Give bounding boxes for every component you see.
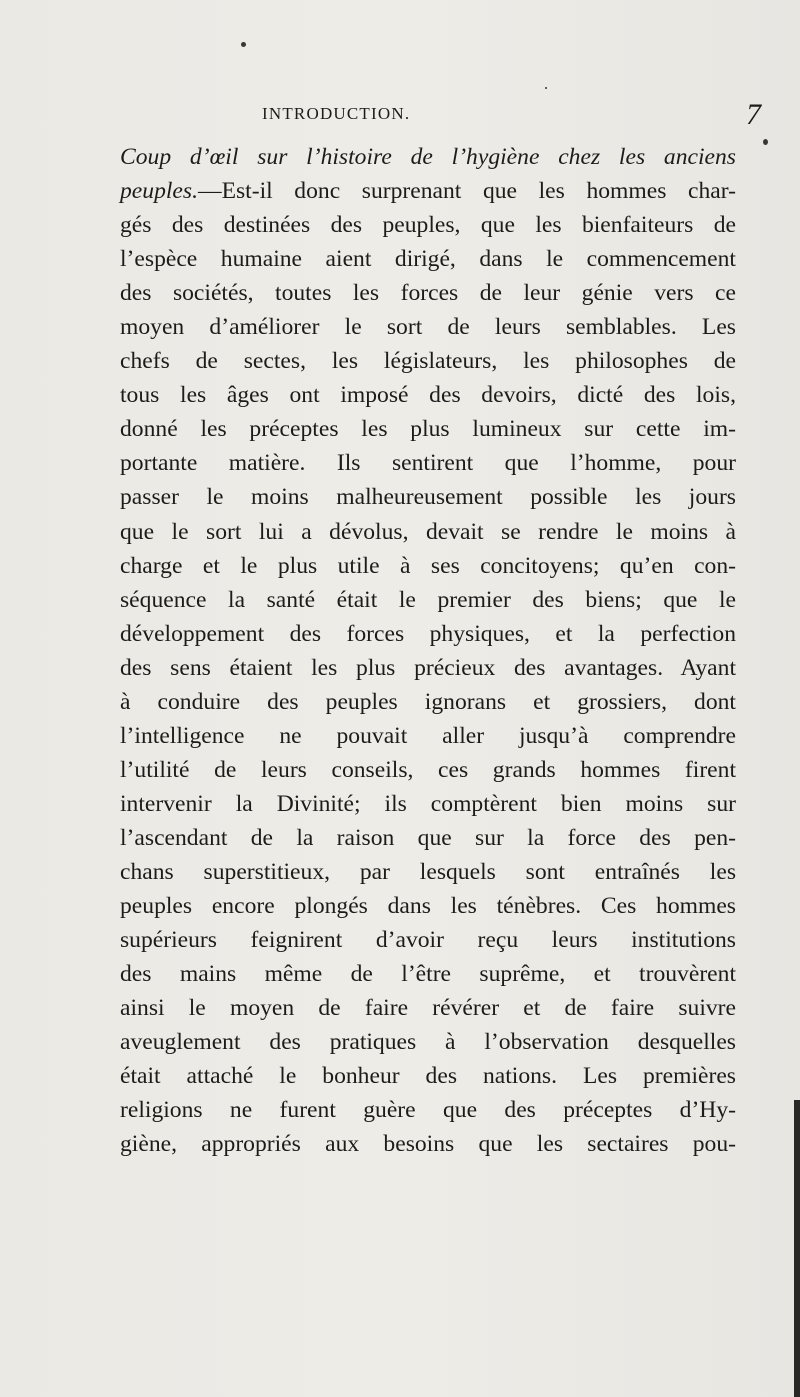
line-text: giène, appropriés aux besoins que les sectaires pou- (120, 1131, 736, 1158)
text-line (120, 310, 736, 344)
line-text: des sociétés, toutes les forces de leur génie vers ce (120, 280, 736, 307)
line-text: intervenir la Divinité; ils comptèrent bien moins sur (120, 790, 736, 817)
text-line (120, 821, 736, 855)
text-line (120, 242, 736, 276)
line-text: charge et le plus utile à ses concitoyens; qu’en con- (120, 552, 736, 579)
text-line (120, 923, 736, 957)
line-text: tous les âges ont imposé des devoirs, dicté des lois, (120, 382, 736, 409)
line-text: des sens étaient les plus précieux des avantages. Ayant (120, 654, 736, 681)
text-line (120, 208, 736, 242)
text-line (120, 719, 736, 753)
text-line (120, 480, 736, 514)
line-text: l’espèce humaine aient dirigé, dans le commencement (120, 246, 736, 273)
line-text: ainsi le moyen de faire révérer et de faire suivre (120, 995, 736, 1022)
text-line (120, 685, 736, 719)
text-line (120, 1093, 736, 1127)
text-line (120, 1025, 736, 1059)
text-line (120, 446, 736, 480)
line-text: aveuglement des pratiques à l’observation desquelles (120, 1029, 736, 1056)
line-text: l’intelligence ne pouvait aller jusqu’à comprendre (120, 722, 736, 749)
text-line (120, 1059, 736, 1093)
section-title: peuples. (120, 178, 198, 205)
ink-speck (241, 42, 246, 47)
section-title: Coup d’œil sur l’histoire de l’hygiène chez les anciens (120, 144, 736, 170)
line-text: chans superstitieux, par lesquels sont entraînés les (120, 858, 736, 885)
line-text: que le sort lui a dévolus, devait se rendre le moins à (120, 518, 736, 545)
text-line (120, 1127, 736, 1161)
line-text: séquence la santé était le premier des biens; que le (120, 586, 736, 613)
line-text: gés des destinées des peuples, que les bienfaiteurs de (120, 212, 736, 239)
text-line (120, 549, 736, 583)
line-text: l’ascendant de la raison que sur la force des pen- (120, 824, 736, 851)
line-text: des mains même de l’être suprême, et trouvèrent (120, 961, 736, 988)
text-line (120, 583, 736, 617)
text-line (120, 617, 736, 651)
text-line (120, 855, 736, 889)
text-line (120, 651, 736, 685)
line-text: était attaché le bonheur des nations. Les premières (120, 1063, 736, 1090)
text-line (120, 753, 736, 787)
line-text: moyen d’améliorer le sort de leurs semblables. Les (120, 314, 736, 341)
text-line (120, 515, 736, 549)
line-text: développement des forces physiques, et la perfection (120, 620, 736, 647)
line-text: peuples encore plongés dans les ténèbres. Ces hommes (120, 893, 736, 920)
text-line (120, 276, 736, 310)
line-text: religions ne furent guère que des préceptes d’Hy- (120, 1097, 736, 1124)
line-text: portante matière. Ils sentirent que l’homme, pour (120, 450, 736, 477)
text-line (120, 140, 736, 174)
line-text: donné les préceptes les plus lumineux sur cette im- (120, 416, 736, 443)
line-text: supérieurs feignirent d’avoir reçu leurs institutions (120, 927, 736, 954)
text-line (120, 889, 736, 923)
text-line (120, 991, 736, 1025)
text-line (120, 787, 736, 821)
body-paragraph (120, 140, 736, 1161)
page-edge-shadow (794, 1100, 800, 1397)
line-text: chefs de sectes, les législateurs, les philosophes de (120, 348, 736, 375)
line-text: —Est-il donc surprenant que les hommes char- (197, 178, 736, 205)
text-line (120, 378, 736, 412)
text-line (120, 344, 736, 378)
ink-speck (545, 87, 547, 89)
line-text: à conduire des peuples ignorans et grossiers, dont (120, 688, 736, 715)
running-header: INTRODUCTION. (262, 104, 411, 123)
line-text: passer le moins malheureusement possible les jours (120, 484, 736, 511)
page-number: 7 (746, 98, 761, 131)
text-line (120, 174, 736, 208)
text-line (120, 957, 736, 991)
text-line (120, 412, 736, 446)
line-text: l’utilité de leurs conseils, ces grands hommes firent (120, 756, 736, 783)
ink-speck (763, 139, 768, 145)
